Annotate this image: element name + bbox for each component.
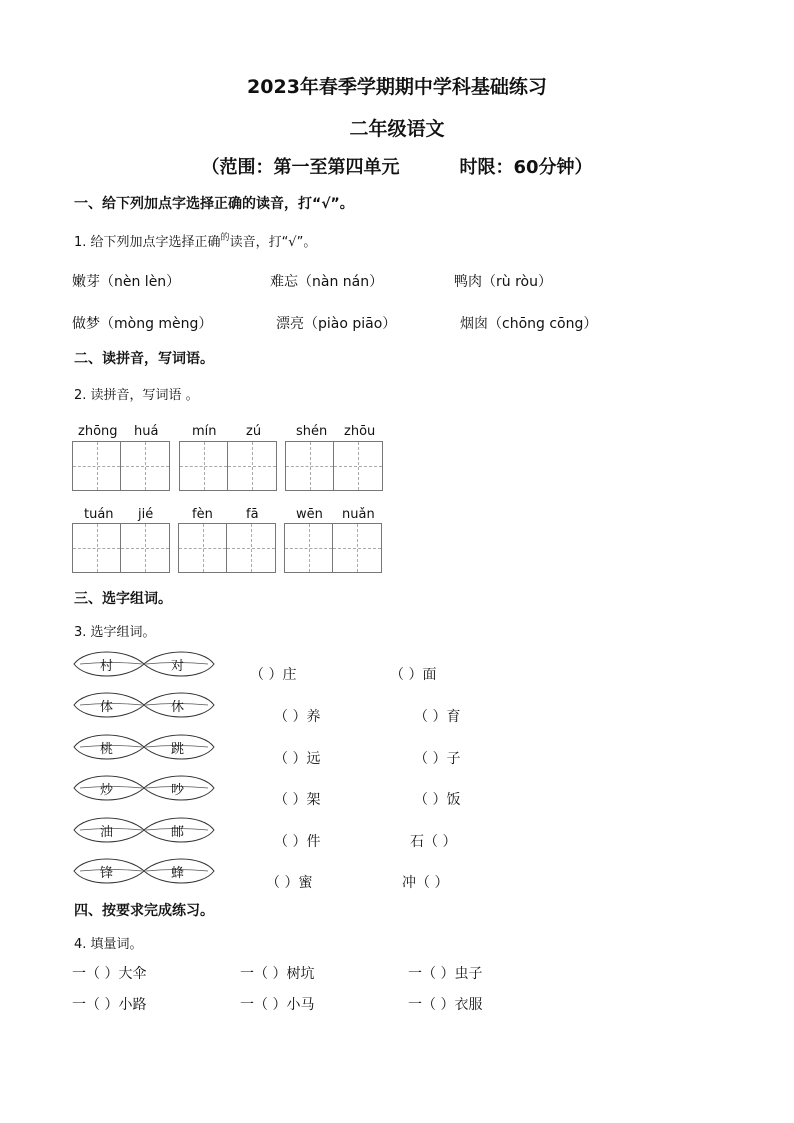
question-1-text-a: 1. 给下列加点字选择正确 [74,235,221,250]
writing-grid[interactable] [179,441,277,491]
pinyin-label: tuán [84,507,114,522]
pinyin-choice-item: 难忘（nàn nán） [270,274,384,290]
pinyin-label: huá [134,424,159,439]
leaf-char-left: 桃 [100,742,114,757]
measure-word-blank[interactable]: 一（ ）树坑 [240,966,315,982]
leaf-character-pair [72,689,216,721]
word-blank[interactable]: 石（ ） [410,834,457,850]
question-1 [74,231,316,250]
question-4: 4. 填量词。 [74,937,143,952]
word-blank[interactable]: （ ）饭 [414,792,461,808]
question-2: 2. 读拼音，写词语 。 [74,388,199,403]
word-blank[interactable]: （ ）蜜 [266,875,313,891]
pinyin-choice-item: 做梦（mòng mèng） [72,316,213,332]
leaf-character-pair [72,814,216,846]
leaf-icon [72,772,216,804]
writing-grid[interactable] [72,441,170,491]
exam-scope-line [0,153,794,179]
pinyin-label: zhōu [344,424,376,439]
pinyin-label: zú [246,424,262,439]
measure-word-blank[interactable]: 一（ ）衣服 [408,997,483,1013]
leaf-char-right: 跳 [171,742,185,757]
question-3: 3. 选字组词。 [74,625,156,640]
pinyin-label: wēn [296,507,323,522]
pinyin-label: fā [246,507,259,522]
pinyin-choice-item: 鸭肉（rù ròu） [454,274,552,290]
pinyin-label: shén [296,424,328,439]
section-heading-2: 二、读拼音，写词语。 [74,351,214,367]
pinyin-label: fèn [192,507,213,522]
page-subtitle: 二年级语文 [349,118,445,140]
leaf-char-right: 吵 [171,783,185,798]
leaf-icon [72,689,216,721]
leaf-character-pair [72,772,216,804]
leaf-character-pair [72,855,216,887]
word-blank[interactable]: （ ）庄 [250,667,297,683]
leaf-char-left: 村 [100,659,114,674]
leaf-char-left: 炒 [100,783,114,798]
measure-word-blank[interactable]: 一（ ）小马 [240,997,315,1013]
pinyin-label: zhōng [78,424,118,439]
leaf-icon [72,814,216,846]
leaf-char-left: 油 [100,825,114,840]
writing-grid[interactable] [284,523,382,573]
leaf-char-right: 蜂 [171,866,185,881]
question-1-sup: 的 [220,233,230,243]
pinyin-choice-item: 烟囱（chōng cōng） [460,316,598,332]
leaf-character-pair [72,731,216,763]
leaf-char-left: 体 [100,700,114,715]
leaf-char-right: 邮 [171,825,185,840]
pinyin-choice-item: 嫩芽（nèn lèn） [72,274,181,290]
writing-grid[interactable] [178,523,276,573]
writing-grid[interactable] [72,523,170,573]
section-heading-4: 四、按要求完成练习。 [74,903,214,919]
leaf-icon [72,731,216,763]
writing-grid[interactable] [285,441,383,491]
pinyin-label: mín [192,424,217,439]
word-blank[interactable]: （ ）件 [274,834,321,850]
leaf-char-left: 锋 [100,866,114,881]
word-blank[interactable]: （ ）养 [274,709,321,725]
pinyin-label: jié [138,507,154,522]
leaf-icon [72,855,216,887]
section-heading-3: 三、选字组词。 [74,591,172,607]
word-blank[interactable]: （ ）育 [414,709,461,725]
pinyin-choice-item: 漂亮（piào piāo） [276,316,397,332]
question-1-text-b: 读音，打“√”。 [229,235,317,250]
exam-scope: （范围：第一至第四单元 [201,157,400,178]
word-blank[interactable]: 冲（ ） [402,875,449,891]
leaf-icon [72,648,216,680]
measure-word-blank[interactable]: 一（ ）小路 [72,997,147,1013]
page-title: 2023年春季学期期中学科基础练习 [247,76,547,98]
measure-word-blank[interactable]: 一（ ）大伞 [72,966,147,982]
leaf-character-pair [72,648,216,680]
pinyin-label: nuǎn [342,507,375,522]
measure-word-blank[interactable]: 一（ ）虫子 [408,966,483,982]
leaf-char-right: 对 [171,659,185,674]
word-blank[interactable]: （ ）面 [390,667,437,683]
leaf-char-right: 休 [171,700,185,715]
exam-time-limit: 时限：60分钟） [459,157,593,178]
word-blank[interactable]: （ ）远 [274,751,321,767]
word-blank[interactable]: （ ）子 [414,751,461,767]
word-blank[interactable]: （ ）架 [274,792,321,808]
section-heading-1: 一、给下列加点字选择正确的读音，打“√”。 [74,196,354,212]
